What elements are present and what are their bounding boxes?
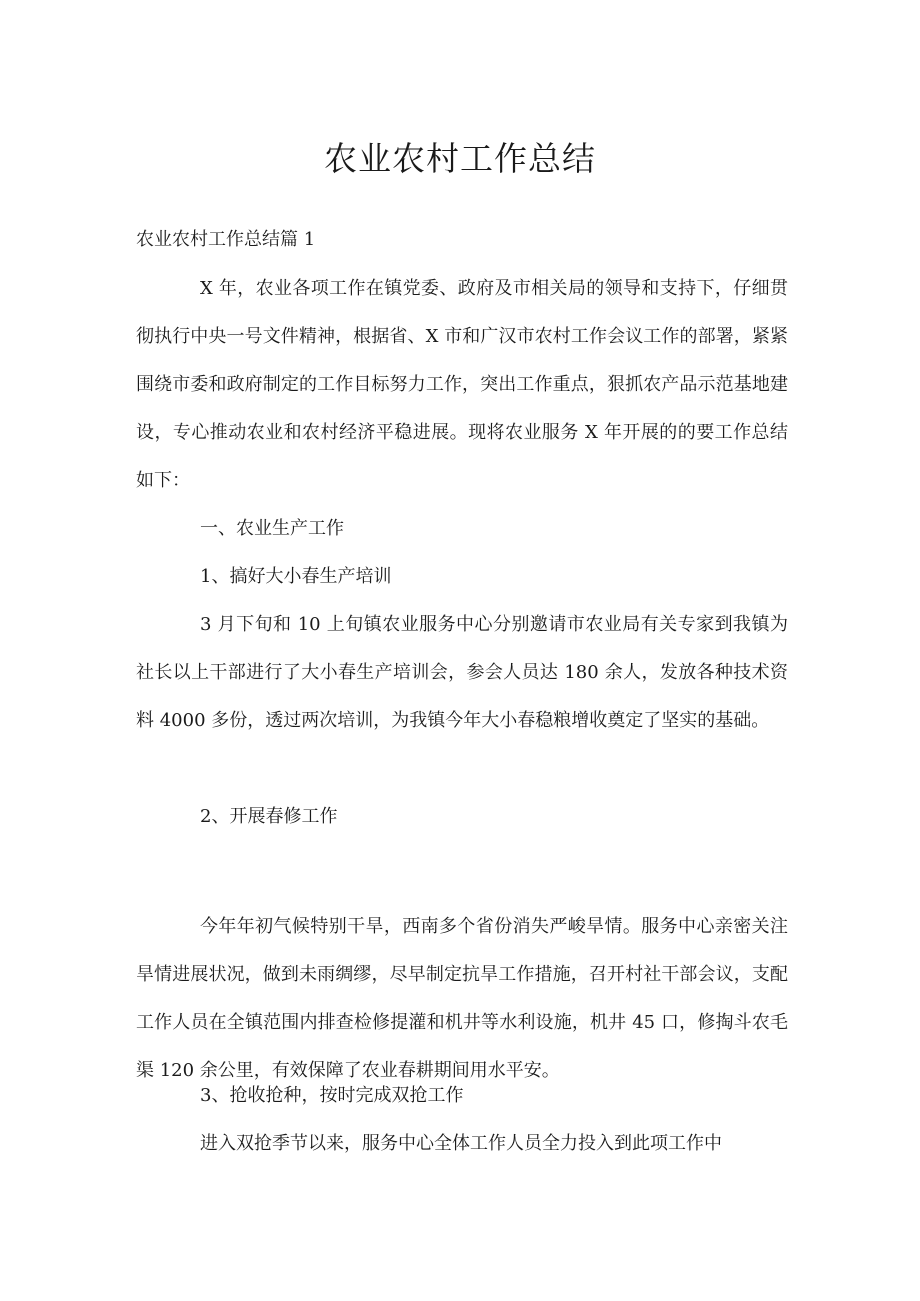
subsection-heading-harvest-planting: 3、抢收抢种，按时完成双抢工作 [200, 1085, 464, 1106]
subsection-heading-spring-repair: 2、开展春修工作 [200, 806, 338, 827]
document-title: 农业农村工作总结 [324, 139, 596, 178]
paragraph-harvest-planting: 进入双抢季节以来，服务中心全体工作人员全力投入到此项工作中 [200, 1133, 722, 1154]
section-heading-agriculture-production: 一、农业生产工作 [200, 518, 344, 539]
paragraph-training: 3 月下旬和 10 上旬镇农业服务中心分别邀请市农业局有关专家到我镇为社长以上干部进行了大小春生产培训会，参会人员达 180 余人，发放各种技术资料 4000 多份，透过两次培训，为我镇今年大小春稳粮增收奠定了坚实的基础。 [136, 614, 788, 731]
document-subtitle: 农业农村工作总结篇 1 [136, 229, 316, 250]
subsection-heading-training: 1、搞好大小春生产培训 [200, 566, 392, 587]
paragraph-intro: X 年，农业各项工作在镇党委、政府及市相关局的领导和支持下，仔细贯彻执行中央一号文件精神，根据省、X 市和广汉市农村工作会议工作的部署，紧紧围绕市委和政府制定的工作目标努力工作，突出工作重点，狠抓农产品示范基地建设，专心推动农业和农村经济平稳进展。现将农业服务 X 年开展的的要工作总结如下： [136, 278, 788, 491]
paragraph-spring-repair: 今年年初气候特别干旱，西南多个省份消失严峻旱情。服务中心亲密关注旱情进展状况，做到未雨绸缪，尽早制定抗旱工作措施，召开村社干部会议，支配工作人员在全镇范围内排查检修提灌和机井等水利设施，机井 45 口，修掏斗农毛渠 120 余公里，有效保障了农业春耕期间用水平安。 [136, 916, 788, 1081]
